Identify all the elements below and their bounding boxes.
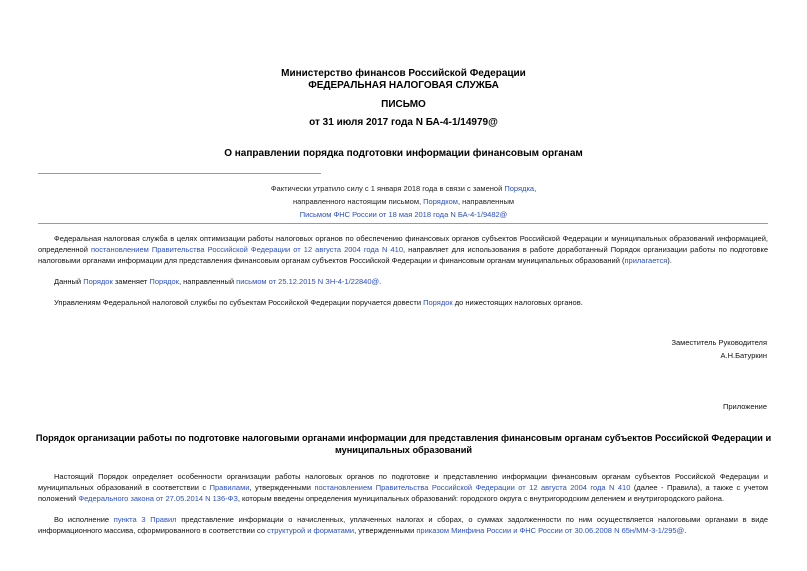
status-note-link-letter[interactable]: Письмом ФНС России от 18 мая 2018 года N БА-4-1/9482@ [299,210,508,219]
link-previous-letter[interactable]: письмом от 25.12.2015 N ЗН-4-1/22840@ [236,277,380,286]
ministry-name: Министерство финансов Российской Федерации [281,68,526,79]
separator-line [38,173,321,174]
status-note-link-new-order[interactable]: Порядком [423,197,458,206]
separator-line [38,223,768,224]
document-date-number: от 31 июля 2017 года N БА-4-1/14979@ [309,117,498,128]
status-note-line-2: направленного настоящим письмом, Порядком, направленным [292,197,515,206]
link-federal-law[interactable]: Федерального закона от 27.05.2014 N 136-ФЗ [78,494,238,503]
body-paragraph-3: Управлениям Федеральной налоговой службы по субъектам Российской Федерации поручается довести Порядок до нижестоящих налоговых органов. [54,298,583,307]
document-subject: О направлении порядка подготовки информации финансовым органам [224,148,583,159]
link-attached[interactable]: прилагается [624,256,668,265]
body-paragraph-2: Данный Порядок заменяет Порядок, направленный письмом от 25.12.2015 N ЗН-4-1/22840@. [54,277,382,286]
link-previous-order[interactable]: Порядок [149,277,179,286]
service-name: ФЕДЕРАЛЬНАЯ НАЛОГОВАЯ СЛУЖБА [308,80,499,91]
link-government-decree[interactable]: постановлением Правительства Российской Федерации от 12 августа 2004 года N 410 [90,245,404,254]
appendix-label: Приложение [723,402,767,411]
appendix-title: Порядок организации работы по подготовке налоговыми органами информации для представления финансовым органам субъектов Российской Федерации и муниципальных образований [35,433,772,455]
status-note-line-3 [0,208,807,221]
link-structure-formats[interactable]: структурой и форматами [267,526,355,535]
body-paragraph-1: Федеральная налоговая служба в целях оптимизации работы налоговых органов по обеспечению финансовых органов субъектов Российской Федерации и муниципальных образований информацией, определенной постановлением Правительства Российской Федерации от 12 августа 2004 года N 410, направляет для использования в работе доработанный Порядок организации работы по подготовке налоговыми органами информации для представления финансовым органам субъектов Российской Федерации и финансовым органам муниципальных образований (прилагается). [38,234,769,265]
link-government-decree-2[interactable]: постановлением Правительства Российской Федерации от 12 августа 2004 года N 410 [314,483,631,492]
appendix-paragraph-2: Во исполнение пункта 3 Правил представление информации о начисленных, уплаченных налогах и сборах, о суммах задолженности по ним осуществляется налоговыми органами в виде информационного массива, сформированного в соответствии со структурой и форматами, утвержденными приказом Минфина России и ФНС России от 30.06.2008 N 65н/ММ-3-1/295@. [38,515,768,535]
signature-name: А.Н.Батуркин [720,351,767,360]
link-minfin-order[interactable]: приказом Минфина России и ФНС России от 30.06.2008 N 65н/ММ-3-1/295@ [416,526,685,535]
link-order[interactable]: Порядок [83,277,113,286]
signature-position: Заместитель Руководителя [671,338,767,347]
document-type: ПИСЬМО [381,99,426,110]
status-note-line-1: Фактически утратило силу с 1 января 2018 года в связи с заменой Порядка, [270,184,537,193]
link-rules-point-3[interactable]: пункта 3 Правил [113,515,177,524]
status-note-link-order[interactable]: Порядка [504,184,535,193]
link-rules[interactable]: Правилами [209,483,250,492]
link-order-2[interactable]: Порядок [423,298,453,307]
appendix-paragraph-1: Настоящий Порядок определяет особенности организации работы налоговых органов по подготовке и представлению информации финансовым органам субъектов Российской Федерации и муниципальных образований в соответствии с Правилами, утвержденными постановлением Правительства Российской Федерации от 12 августа 2004 года N 410 (далее - Правила), а также с учетом положений Федерального закона от 27.05.2014 N 136-ФЗ, которым введены определения муниципальных образований: городского округа с внутригородским делением и внутригородского района. [38,472,769,503]
status-note-text: Фактически утратило силу с 1 января 2018 года в связи с заменой [270,184,505,193]
